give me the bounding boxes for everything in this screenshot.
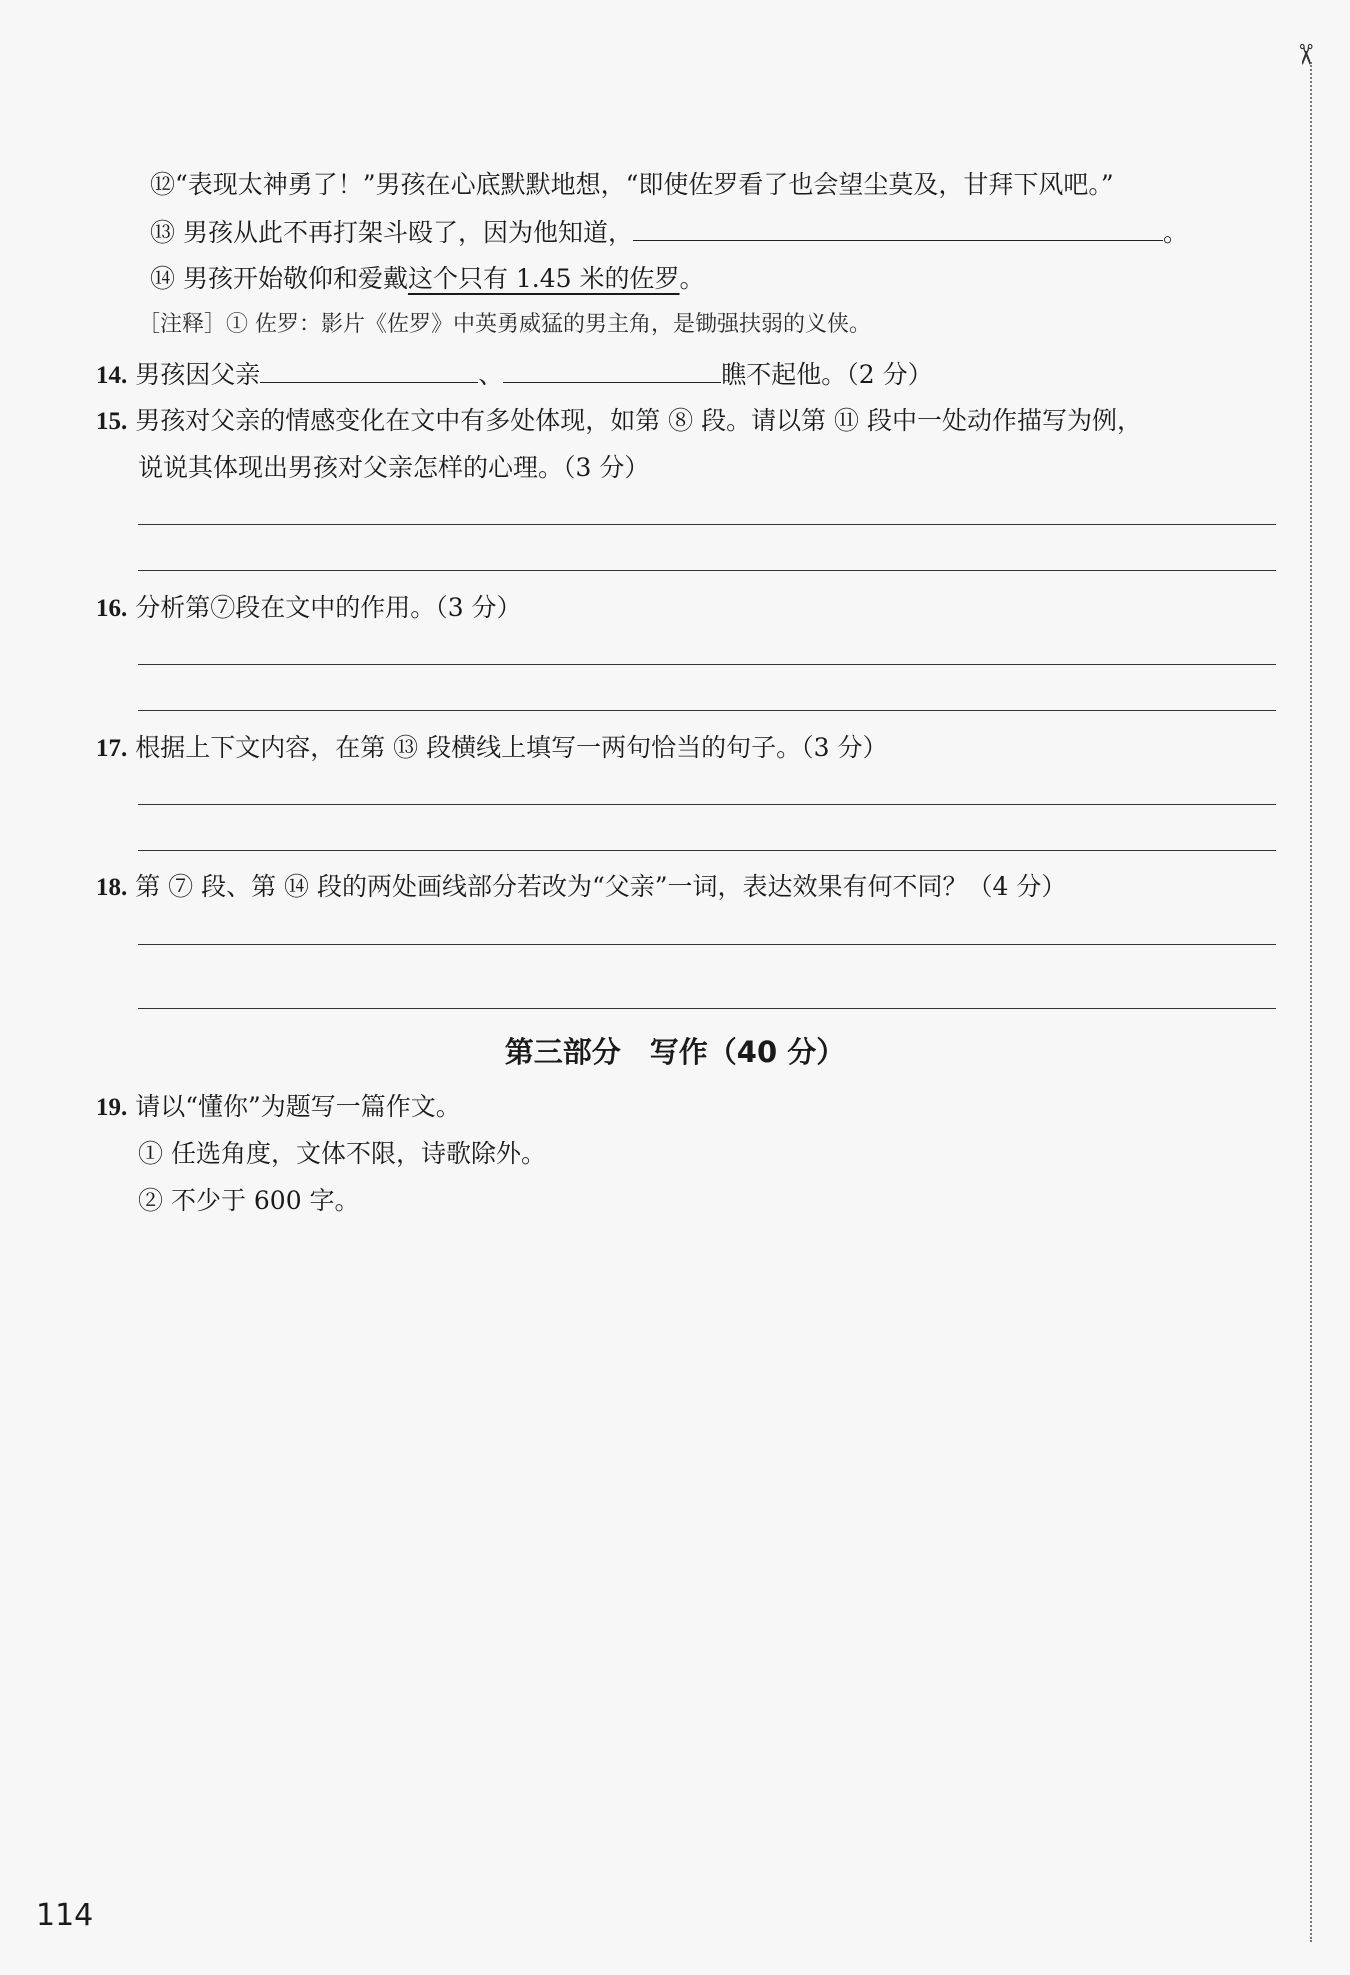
question-number: 19.	[96, 1094, 128, 1121]
question-17	[96, 731, 887, 766]
paragraph-14	[150, 262, 705, 296]
paragraph-14-underlined: 这个只有 1.45 米的佐罗	[407, 264, 680, 293]
answer-line[interactable]	[138, 944, 1276, 945]
question-15	[96, 404, 1142, 439]
question-number: 14.	[96, 362, 128, 389]
answer-line[interactable]	[138, 524, 1276, 525]
answer-line[interactable]	[138, 664, 1276, 665]
paragraph-12: ⑫“表现太神勇了！”男孩在心底默默地想，“即使佐罗看了也会望尘莫及，甘拜下风吧。”	[150, 170, 1114, 199]
paragraph-13	[150, 214, 1188, 250]
question-number: 17.	[96, 735, 128, 762]
question-14-text-b: 瞧不起他。（2 分）	[721, 360, 933, 389]
question-15-line1: 男孩对父亲的情感变化在文中有多处体现，如第 ⑧ 段。请以第 ⑪ 段中一处动作描写为例，	[135, 406, 1142, 435]
page-number: 114	[36, 1898, 94, 1933]
requirement-1: ① 任选角度，文体不限，诗歌除外。	[138, 1139, 546, 1168]
paragraph-13-text: ⑬ 男孩从此不再打架斗殴了，因为他知道，	[150, 218, 633, 247]
question-14-text-a: 男孩因父亲	[135, 360, 261, 389]
paragraph-14-end: 。	[679, 264, 705, 293]
question-18	[96, 870, 1066, 905]
answer-blank[interactable]	[260, 356, 478, 383]
question-18-text: 第 ⑦ 段、第 ⑭ 段的两处画线部分若改为“父亲”一词，表达效果有何不同？（4 分）	[135, 872, 1067, 901]
answer-line[interactable]	[138, 1008, 1276, 1009]
question-17-text: 根据上下文内容，在第 ⑬ 段横线上填写一两句恰当的句子。（3 分）	[135, 733, 888, 762]
answer-line[interactable]	[138, 850, 1276, 851]
question-14	[96, 356, 933, 393]
paragraph-14-prefix: ⑭ 男孩开始敬仰和爱戴	[150, 264, 408, 293]
section-heading: 第三部分 写作（40 分）	[504, 1035, 846, 1069]
question-14-sep: 、	[478, 360, 504, 389]
question-15-line2: 说说其体现出男孩对父亲怎样的心理。（3 分）	[138, 453, 650, 482]
question-16	[96, 591, 522, 626]
answer-blank[interactable]	[503, 356, 721, 383]
paragraph-13-end: 。	[1162, 218, 1188, 247]
question-16-text: 分析第⑦段在文中的作用。（3 分）	[135, 593, 522, 622]
paragraph-13-blank	[633, 214, 1163, 241]
question-19-text: 请以“懂你”为题写一篇作文。	[135, 1092, 461, 1121]
scissors-icon: ✂	[1289, 42, 1323, 67]
question-number: 15.	[96, 408, 128, 435]
answer-line[interactable]	[138, 570, 1276, 571]
question-number: 18.	[96, 874, 128, 901]
annotation-note: ［注释］① 佐罗：影片《佐罗》中英勇威猛的男主角，是锄强扶弱的义侠。	[138, 312, 871, 337]
question-19	[96, 1090, 461, 1125]
answer-line[interactable]	[138, 804, 1276, 805]
answer-line[interactable]	[138, 710, 1276, 711]
cut-line	[1310, 62, 1312, 1942]
question-number: 16.	[96, 595, 128, 622]
requirement-2: ② 不少于 600 字。	[138, 1186, 360, 1215]
